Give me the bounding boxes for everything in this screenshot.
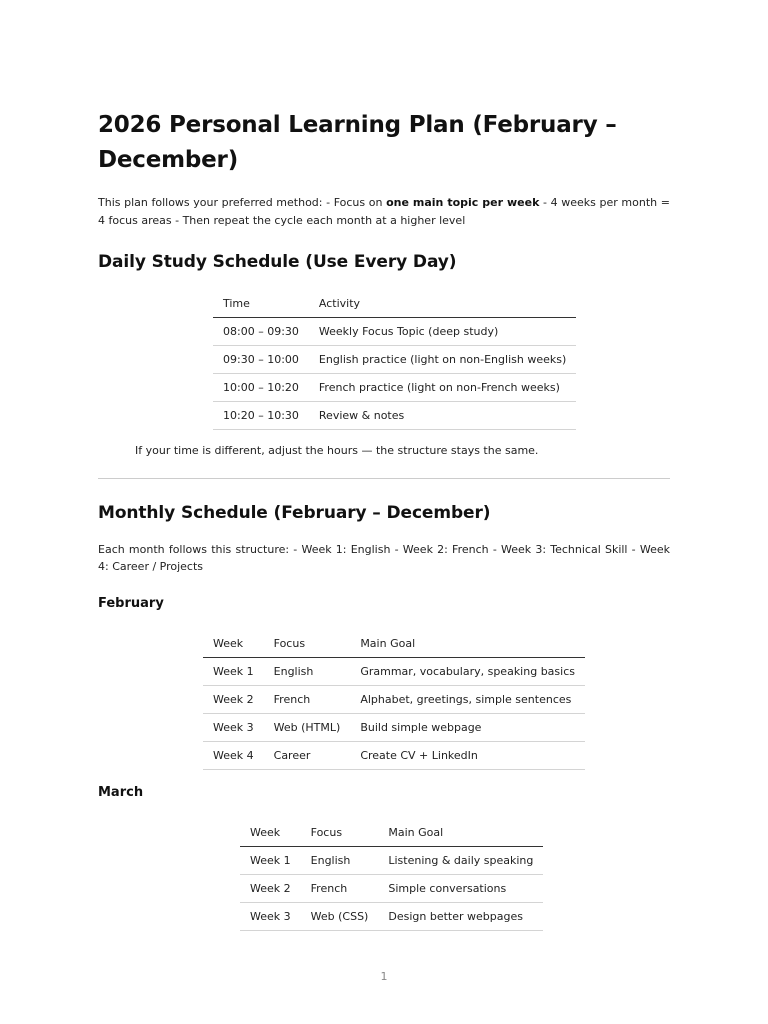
intro-paragraph — [98, 194, 670, 230]
cell-time: 08:00 – 09:30 — [213, 318, 309, 346]
page-number: 1 — [380, 970, 388, 983]
column-header-main-goal: Main Goal — [378, 818, 543, 847]
cell-activity: English practice (light on non-English weeks) — [309, 346, 576, 374]
column-header-activity: Activity — [309, 289, 576, 318]
page-title: 2026 Personal Learning Plan (February – December) — [98, 112, 617, 173]
table-header-row — [240, 818, 543, 847]
cell-time: 10:00 – 10:20 — [213, 374, 309, 402]
daily-schedule-note: If your time is different, adjust the hours — the structure stays the same. — [135, 444, 539, 457]
intro-text-bold: one main topic per week — [386, 196, 540, 209]
cell-main-goal: Create CV + LinkedIn — [350, 742, 585, 770]
column-header-focus: Focus — [264, 629, 351, 658]
cell-focus: Web (HTML) — [264, 714, 351, 742]
daily-schedule-table — [213, 289, 576, 430]
cell-week: Week 3 — [240, 903, 301, 931]
table-row — [240, 875, 543, 903]
cell-main-goal: Build simple webpage — [350, 714, 585, 742]
cell-focus: English — [301, 847, 379, 875]
cell-activity: Review & notes — [309, 402, 576, 430]
table-row — [213, 346, 576, 374]
cell-focus: French — [264, 686, 351, 714]
cell-week: Week 4 — [203, 742, 264, 770]
cell-main-goal: Simple conversations — [378, 875, 543, 903]
month-heading-february: February — [98, 596, 164, 611]
cell-main-goal: Listening & daily speaking — [378, 847, 543, 875]
table-row — [240, 847, 543, 875]
table-row — [213, 374, 576, 402]
cell-focus: Career — [264, 742, 351, 770]
table-header-row — [213, 289, 576, 318]
cell-week: Week 3 — [203, 714, 264, 742]
cell-time: 10:20 – 10:30 — [213, 402, 309, 430]
column-header-main-goal: Main Goal — [350, 629, 585, 658]
monthly-schedule-description: Each month follows this structure: - Week 1: English - Week 2: French - Week 3: Technical Skill - Week 4: Career / Projects — [98, 543, 670, 573]
cell-week: Week 1 — [240, 847, 301, 875]
table-row — [203, 742, 585, 770]
cell-time: 09:30 – 10:00 — [213, 346, 309, 374]
table-row — [203, 714, 585, 742]
cell-focus: French — [301, 875, 379, 903]
march-table — [240, 818, 543, 931]
cell-main-goal: Design better webpages — [378, 903, 543, 931]
intro-text-before: This plan follows your preferred method: - Focus on — [98, 196, 387, 209]
cell-activity: French practice (light on non-French weeks) — [309, 374, 576, 402]
month-heading-march: March — [98, 785, 144, 800]
cell-main-goal: Grammar, vocabulary, speaking basics — [350, 658, 585, 686]
table-header-row — [203, 629, 585, 658]
section-divider — [98, 478, 670, 479]
table-row — [240, 903, 543, 931]
column-header-week: Week — [203, 629, 264, 658]
daily-schedule-heading: Daily Study Schedule (Use Every Day) — [98, 252, 457, 272]
cell-activity: Weekly Focus Topic (deep study) — [309, 318, 576, 346]
column-header-week: Week — [240, 818, 301, 847]
intro-text-after: - 4 weeks per month = 4 focus areas - Then repeat the cycle each month at a higher level — [98, 196, 670, 227]
cell-focus: Web (CSS) — [301, 903, 379, 931]
monthly-schedule-heading: Monthly Schedule (February – December) — [98, 503, 491, 523]
cell-focus: English — [264, 658, 351, 686]
column-header-time: Time — [213, 289, 309, 318]
table-row — [213, 402, 576, 430]
table-row — [213, 318, 576, 346]
column-header-focus: Focus — [301, 818, 379, 847]
february-table — [203, 629, 585, 770]
table-row — [203, 658, 585, 686]
cell-week: Week 2 — [203, 686, 264, 714]
cell-main-goal: Alphabet, greetings, simple sentences — [350, 686, 585, 714]
table-row — [203, 686, 585, 714]
cell-week: Week 2 — [240, 875, 301, 903]
cell-week: Week 1 — [203, 658, 264, 686]
